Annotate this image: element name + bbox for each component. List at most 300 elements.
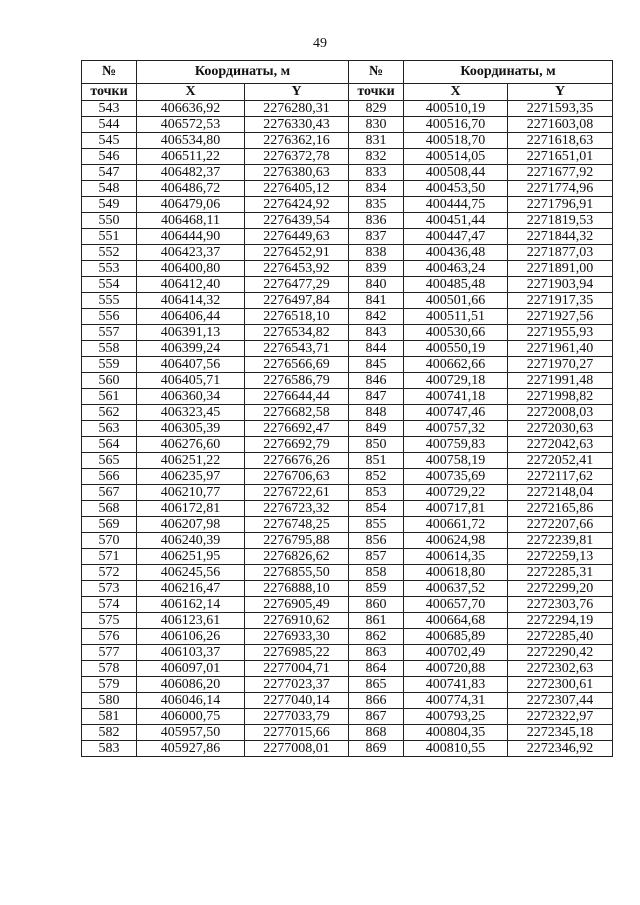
y-coordinate-cell: 2272302,63 <box>508 661 613 677</box>
x-coordinate-cell: 406086,20 <box>137 677 245 693</box>
point-number-cell: 551 <box>82 229 137 245</box>
table-row <box>82 613 613 629</box>
y-coordinate-cell: 2272322,97 <box>508 709 613 725</box>
y-coordinate-cell: 2276855,50 <box>245 565 349 581</box>
x-coordinate-cell: 406412,40 <box>137 277 245 293</box>
table-row <box>82 581 613 597</box>
y-coordinate-cell: 2277023,37 <box>245 677 349 693</box>
y-coordinate-cell: 2272346,92 <box>508 741 613 757</box>
point-number-cell: 545 <box>82 133 137 149</box>
y-coordinate-cell: 2272307,44 <box>508 693 613 709</box>
x-coordinate-cell: 400436,48 <box>404 245 508 261</box>
y-coordinate-cell: 2276424,92 <box>245 197 349 213</box>
table-row <box>82 197 613 213</box>
x-coordinate-cell: 400664,68 <box>404 613 508 629</box>
x-coordinate-cell: 406207,98 <box>137 517 245 533</box>
table-row <box>82 709 613 725</box>
x-coordinate-cell: 406251,95 <box>137 549 245 565</box>
point-number-cell: 839 <box>349 261 404 277</box>
y-column-header: Y <box>245 84 349 101</box>
point-number-cell: 838 <box>349 245 404 261</box>
point-number-cell: 558 <box>82 341 137 357</box>
point-number-cell: 560 <box>82 373 137 389</box>
y-coordinate-cell: 2272299,20 <box>508 581 613 597</box>
x-coordinate-cell: 400685,89 <box>404 629 508 645</box>
x-coordinate-cell: 400451,44 <box>404 213 508 229</box>
point-number-header: № <box>82 61 137 84</box>
y-coordinate-cell: 2276723,32 <box>245 501 349 517</box>
point-number-cell: 573 <box>82 581 137 597</box>
x-coordinate-cell: 406444,90 <box>137 229 245 245</box>
y-coordinate-cell: 2276586,79 <box>245 373 349 389</box>
point-number-cell: 562 <box>82 405 137 421</box>
y-coordinate-cell: 2272117,62 <box>508 469 613 485</box>
point-number-cell: 576 <box>82 629 137 645</box>
x-coordinate-cell: 400661,72 <box>404 517 508 533</box>
table-row <box>82 293 613 309</box>
y-coordinate-cell: 2276477,29 <box>245 277 349 293</box>
table-row <box>82 725 613 741</box>
y-coordinate-cell: 2271970,27 <box>508 357 613 373</box>
x-coordinate-cell: 400514,05 <box>404 149 508 165</box>
y-coordinate-cell: 2271844,32 <box>508 229 613 245</box>
y-coordinate-cell: 2272030,63 <box>508 421 613 437</box>
x-coordinate-cell: 406276,60 <box>137 437 245 453</box>
table-row <box>82 421 613 437</box>
x-coordinate-cell: 400444,75 <box>404 197 508 213</box>
point-number-cell: 837 <box>349 229 404 245</box>
x-coordinate-cell: 406123,61 <box>137 613 245 629</box>
y-coordinate-cell: 2271651,01 <box>508 149 613 165</box>
point-number-cell: 549 <box>82 197 137 213</box>
x-coordinate-cell: 406479,06 <box>137 197 245 213</box>
y-coordinate-cell: 2272008,03 <box>508 405 613 421</box>
point-number-cell: 832 <box>349 149 404 165</box>
point-number-cell: 550 <box>82 213 137 229</box>
x-coordinate-cell: 400702,49 <box>404 645 508 661</box>
point-number-cell: 851 <box>349 453 404 469</box>
point-number-cell: 833 <box>349 165 404 181</box>
y-coordinate-cell: 2276543,71 <box>245 341 349 357</box>
y-coordinate-cell: 2272207,66 <box>508 517 613 533</box>
x-coordinate-cell: 406482,37 <box>137 165 245 181</box>
point-number-cell: 844 <box>349 341 404 357</box>
y-coordinate-cell: 2276692,47 <box>245 421 349 437</box>
table-row <box>82 485 613 501</box>
point-number-cell: 547 <box>82 165 137 181</box>
y-coordinate-cell: 2271593,35 <box>508 101 613 117</box>
point-number-cell: 582 <box>82 725 137 741</box>
x-coordinate-cell: 400729,22 <box>404 485 508 501</box>
point-number-cell: 544 <box>82 117 137 133</box>
x-coordinate-cell: 400735,69 <box>404 469 508 485</box>
x-coordinate-cell: 406468,11 <box>137 213 245 229</box>
x-coordinate-cell: 406251,22 <box>137 453 245 469</box>
x-coordinate-cell: 400501,66 <box>404 293 508 309</box>
table-header <box>82 61 613 101</box>
y-coordinate-cell: 2276748,25 <box>245 517 349 533</box>
table-row <box>82 453 613 469</box>
y-coordinate-cell: 2271774,96 <box>508 181 613 197</box>
table-row <box>82 245 613 261</box>
point-number-cell: 858 <box>349 565 404 581</box>
y-coordinate-cell: 2276722,61 <box>245 485 349 501</box>
point-number-cell: 853 <box>349 485 404 501</box>
coordinates-table <box>81 60 613 757</box>
y-coordinate-cell: 2276405,12 <box>245 181 349 197</box>
point-number-cell: 548 <box>82 181 137 197</box>
table-row <box>82 341 613 357</box>
x-coordinate-cell: 400662,66 <box>404 357 508 373</box>
x-coordinate-cell: 406172,81 <box>137 501 245 517</box>
x-coordinate-cell: 400657,70 <box>404 597 508 613</box>
x-coordinate-cell: 406407,56 <box>137 357 245 373</box>
y-coordinate-cell: 2271819,53 <box>508 213 613 229</box>
x-coordinate-cell: 406391,13 <box>137 325 245 341</box>
point-number-cell: 865 <box>349 677 404 693</box>
y-coordinate-cell: 2276933,30 <box>245 629 349 645</box>
x-coordinate-cell: 400485,48 <box>404 277 508 293</box>
point-number-cell: 830 <box>349 117 404 133</box>
point-number-cell: 555 <box>82 293 137 309</box>
point-number-cell: 836 <box>349 213 404 229</box>
table-row <box>82 661 613 677</box>
point-number-cell: 863 <box>349 645 404 661</box>
y-coordinate-cell: 2276439,54 <box>245 213 349 229</box>
table-row <box>82 405 613 421</box>
point-number-cell: 862 <box>349 629 404 645</box>
y-coordinate-cell: 2272052,41 <box>508 453 613 469</box>
y-coordinate-cell: 2276644,44 <box>245 389 349 405</box>
x-coordinate-cell: 406636,92 <box>137 101 245 117</box>
x-coordinate-cell: 400741,83 <box>404 677 508 693</box>
y-coordinate-cell: 2276330,43 <box>245 117 349 133</box>
y-coordinate-cell: 2276905,49 <box>245 597 349 613</box>
x-coordinate-cell: 406399,24 <box>137 341 245 357</box>
x-coordinate-cell: 400447,47 <box>404 229 508 245</box>
table-row <box>82 693 613 709</box>
point-number-cell: 578 <box>82 661 137 677</box>
x-coordinate-cell: 400747,46 <box>404 405 508 421</box>
point-number-cell: 568 <box>82 501 137 517</box>
table-row <box>82 133 613 149</box>
y-coordinate-cell: 2272148,04 <box>508 485 613 501</box>
point-number-cell: 546 <box>82 149 137 165</box>
x-coordinate-cell: 400550,19 <box>404 341 508 357</box>
point-number-cell: 842 <box>349 309 404 325</box>
point-number-cell: 864 <box>349 661 404 677</box>
point-number-cell: 850 <box>349 437 404 453</box>
x-coordinate-cell: 406210,77 <box>137 485 245 501</box>
point-number-cell: 845 <box>349 357 404 373</box>
x-coordinate-cell: 400614,35 <box>404 549 508 565</box>
x-coordinate-cell: 400518,70 <box>404 133 508 149</box>
table-row <box>82 597 613 613</box>
y-coordinate-cell: 2271955,93 <box>508 325 613 341</box>
table-row <box>82 533 613 549</box>
y-coordinate-cell: 2276380,63 <box>245 165 349 181</box>
point-number-cell: 554 <box>82 277 137 293</box>
y-coordinate-cell: 2276372,78 <box>245 149 349 165</box>
x-coordinate-cell: 400758,19 <box>404 453 508 469</box>
table-row <box>82 261 613 277</box>
point-number-cell: 581 <box>82 709 137 725</box>
y-coordinate-cell: 2276362,16 <box>245 133 349 149</box>
y-coordinate-cell: 2276534,82 <box>245 325 349 341</box>
table-row <box>82 149 613 165</box>
point-number-cell: 867 <box>349 709 404 725</box>
y-coordinate-cell: 2272300,61 <box>508 677 613 693</box>
table-row <box>82 645 613 661</box>
x-coordinate-cell: 406360,34 <box>137 389 245 405</box>
x-coordinate-cell: 406235,97 <box>137 469 245 485</box>
y-coordinate-cell: 2276985,22 <box>245 645 349 661</box>
y-coordinate-cell: 2272294,19 <box>508 613 613 629</box>
point-number-cell: 556 <box>82 309 137 325</box>
y-coordinate-cell: 2271796,91 <box>508 197 613 213</box>
x-coordinate-cell: 400453,50 <box>404 181 508 197</box>
table-row <box>82 741 613 757</box>
point-number-cell: 559 <box>82 357 137 373</box>
x-coordinate-cell: 400717,81 <box>404 501 508 517</box>
point-number-cell: 557 <box>82 325 137 341</box>
y-coordinate-cell: 2272303,76 <box>508 597 613 613</box>
point-number-cell: 860 <box>349 597 404 613</box>
y-coordinate-cell: 2276682,58 <box>245 405 349 421</box>
y-coordinate-cell: 2277008,01 <box>245 741 349 757</box>
x-coordinate-cell: 406000,75 <box>137 709 245 725</box>
table-row <box>82 677 613 693</box>
x-coordinate-cell: 400741,18 <box>404 389 508 405</box>
point-number-cell: 580 <box>82 693 137 709</box>
point-number-cell: 577 <box>82 645 137 661</box>
coordinates-header: Координаты, м <box>137 61 349 84</box>
point-number-cell: 579 <box>82 677 137 693</box>
x-coordinate-cell: 400618,80 <box>404 565 508 581</box>
point-number-cell: 552 <box>82 245 137 261</box>
point-number-cell: 572 <box>82 565 137 581</box>
point-number-cell: 561 <box>82 389 137 405</box>
table-row <box>82 101 613 117</box>
y-coordinate-cell: 2276497,84 <box>245 293 349 309</box>
x-coordinate-cell: 400624,98 <box>404 533 508 549</box>
x-coordinate-cell: 406240,39 <box>137 533 245 549</box>
x-coordinate-cell: 406245,56 <box>137 565 245 581</box>
point-number-cell: 849 <box>349 421 404 437</box>
table-row <box>82 117 613 133</box>
point-number-cell: 553 <box>82 261 137 277</box>
x-coordinate-cell: 406103,37 <box>137 645 245 661</box>
point-number-cell: 859 <box>349 581 404 597</box>
table-row <box>82 469 613 485</box>
y-coordinate-cell: 2276692,79 <box>245 437 349 453</box>
x-column-header: X <box>137 84 245 101</box>
x-coordinate-cell: 406572,53 <box>137 117 245 133</box>
x-coordinate-cell: 400637,52 <box>404 581 508 597</box>
x-coordinate-cell: 406486,72 <box>137 181 245 197</box>
coordinates-header: Координаты, м <box>404 61 613 84</box>
point-number-cell: 856 <box>349 533 404 549</box>
point-number-subheader: точки <box>349 84 404 101</box>
y-coordinate-cell: 2272165,86 <box>508 501 613 517</box>
page-number: 49 <box>313 36 327 51</box>
x-coordinate-cell: 400729,18 <box>404 373 508 389</box>
table-row <box>82 629 613 645</box>
x-coordinate-cell: 400774,31 <box>404 693 508 709</box>
y-coordinate-cell: 2277004,71 <box>245 661 349 677</box>
y-coordinate-cell: 2271877,03 <box>508 245 613 261</box>
y-coordinate-cell: 2276888,10 <box>245 581 349 597</box>
x-coordinate-cell: 400810,55 <box>404 741 508 757</box>
point-number-cell: 565 <box>82 453 137 469</box>
x-coordinate-cell: 406400,80 <box>137 261 245 277</box>
y-coordinate-cell: 2272239,81 <box>508 533 613 549</box>
point-number-cell: 834 <box>349 181 404 197</box>
y-coordinate-cell: 2272285,31 <box>508 565 613 581</box>
y-coordinate-cell: 2277040,14 <box>245 693 349 709</box>
y-coordinate-cell: 2276826,62 <box>245 549 349 565</box>
table-row <box>82 389 613 405</box>
point-number-cell: 570 <box>82 533 137 549</box>
x-coordinate-cell: 400757,32 <box>404 421 508 437</box>
x-coordinate-cell: 406414,32 <box>137 293 245 309</box>
x-coordinate-cell: 406305,39 <box>137 421 245 437</box>
y-coordinate-cell: 2272285,40 <box>508 629 613 645</box>
table-row <box>82 229 613 245</box>
y-coordinate-cell: 2276566,69 <box>245 357 349 373</box>
x-coordinate-cell: 400516,70 <box>404 117 508 133</box>
x-coordinate-cell: 400793,25 <box>404 709 508 725</box>
y-coordinate-cell: 2276795,88 <box>245 533 349 549</box>
point-number-cell: 847 <box>349 389 404 405</box>
point-number-cell: 855 <box>349 517 404 533</box>
x-coordinate-cell: 406162,14 <box>137 597 245 613</box>
point-number-cell: 861 <box>349 613 404 629</box>
x-column-header: X <box>404 84 508 101</box>
point-number-cell: 571 <box>82 549 137 565</box>
y-column-header: Y <box>508 84 613 101</box>
point-number-cell: 563 <box>82 421 137 437</box>
table-row <box>82 277 613 293</box>
point-number-cell: 841 <box>349 293 404 309</box>
y-coordinate-cell: 2272042,63 <box>508 437 613 453</box>
x-coordinate-cell: 405927,86 <box>137 741 245 757</box>
point-number-subheader: точки <box>82 84 137 101</box>
point-number-cell: 569 <box>82 517 137 533</box>
point-number-cell: 831 <box>349 133 404 149</box>
table-row <box>82 501 613 517</box>
point-number-cell: 840 <box>349 277 404 293</box>
x-coordinate-cell: 400508,44 <box>404 165 508 181</box>
x-coordinate-cell: 400463,24 <box>404 261 508 277</box>
y-coordinate-cell: 2271618,63 <box>508 133 613 149</box>
table-row <box>82 565 613 581</box>
y-coordinate-cell: 2276706,63 <box>245 469 349 485</box>
x-coordinate-cell: 400511,51 <box>404 309 508 325</box>
x-coordinate-cell: 405957,50 <box>137 725 245 741</box>
x-coordinate-cell: 400510,19 <box>404 101 508 117</box>
y-coordinate-cell: 2271903,94 <box>508 277 613 293</box>
table-body <box>82 101 613 757</box>
point-number-header: № <box>349 61 404 84</box>
x-coordinate-cell: 400720,88 <box>404 661 508 677</box>
point-number-cell: 852 <box>349 469 404 485</box>
y-coordinate-cell: 2276518,10 <box>245 309 349 325</box>
x-coordinate-cell: 406216,47 <box>137 581 245 597</box>
x-coordinate-cell: 406405,71 <box>137 373 245 389</box>
x-coordinate-cell: 406406,44 <box>137 309 245 325</box>
y-coordinate-cell: 2276453,92 <box>245 261 349 277</box>
x-coordinate-cell: 406097,01 <box>137 661 245 677</box>
point-number-cell: 567 <box>82 485 137 501</box>
y-coordinate-cell: 2276280,31 <box>245 101 349 117</box>
point-number-cell: 869 <box>349 741 404 757</box>
table-row <box>82 325 613 341</box>
x-coordinate-cell: 400804,35 <box>404 725 508 741</box>
table-row <box>82 213 613 229</box>
point-number-cell: 866 <box>349 693 404 709</box>
table-row <box>82 517 613 533</box>
x-coordinate-cell: 406534,80 <box>137 133 245 149</box>
table-row <box>82 309 613 325</box>
y-coordinate-cell: 2272290,42 <box>508 645 613 661</box>
table-row <box>82 357 613 373</box>
y-coordinate-cell: 2271603,08 <box>508 117 613 133</box>
y-coordinate-cell: 2277033,79 <box>245 709 349 725</box>
point-number-cell: 854 <box>349 501 404 517</box>
point-number-cell: 564 <box>82 437 137 453</box>
y-coordinate-cell: 2276449,63 <box>245 229 349 245</box>
y-coordinate-cell: 2276452,91 <box>245 245 349 261</box>
x-coordinate-cell: 406423,37 <box>137 245 245 261</box>
y-coordinate-cell: 2271917,35 <box>508 293 613 309</box>
point-number-cell: 857 <box>349 549 404 565</box>
y-coordinate-cell: 2271677,92 <box>508 165 613 181</box>
y-coordinate-cell: 2271991,48 <box>508 373 613 389</box>
point-number-cell: 848 <box>349 405 404 421</box>
point-number-cell: 566 <box>82 469 137 485</box>
y-coordinate-cell: 2271891,00 <box>508 261 613 277</box>
y-coordinate-cell: 2272259,13 <box>508 549 613 565</box>
point-number-cell: 843 <box>349 325 404 341</box>
y-coordinate-cell: 2271998,82 <box>508 389 613 405</box>
y-coordinate-cell: 2272345,18 <box>508 725 613 741</box>
point-number-cell: 583 <box>82 741 137 757</box>
x-coordinate-cell: 406323,45 <box>137 405 245 421</box>
y-coordinate-cell: 2276676,26 <box>245 453 349 469</box>
point-number-cell: 868 <box>349 725 404 741</box>
table-row <box>82 373 613 389</box>
x-coordinate-cell: 400530,66 <box>404 325 508 341</box>
point-number-cell: 574 <box>82 597 137 613</box>
x-coordinate-cell: 400759,83 <box>404 437 508 453</box>
point-number-cell: 829 <box>349 101 404 117</box>
y-coordinate-cell: 2277015,66 <box>245 725 349 741</box>
x-coordinate-cell: 406511,22 <box>137 149 245 165</box>
y-coordinate-cell: 2276910,62 <box>245 613 349 629</box>
point-number-cell: 835 <box>349 197 404 213</box>
table-row <box>82 549 613 565</box>
point-number-cell: 543 <box>82 101 137 117</box>
table-row <box>82 165 613 181</box>
x-coordinate-cell: 406106,26 <box>137 629 245 645</box>
table-row <box>82 181 613 197</box>
y-coordinate-cell: 2271927,56 <box>508 309 613 325</box>
point-number-cell: 846 <box>349 373 404 389</box>
point-number-cell: 575 <box>82 613 137 629</box>
x-coordinate-cell: 406046,14 <box>137 693 245 709</box>
y-coordinate-cell: 2271961,40 <box>508 341 613 357</box>
